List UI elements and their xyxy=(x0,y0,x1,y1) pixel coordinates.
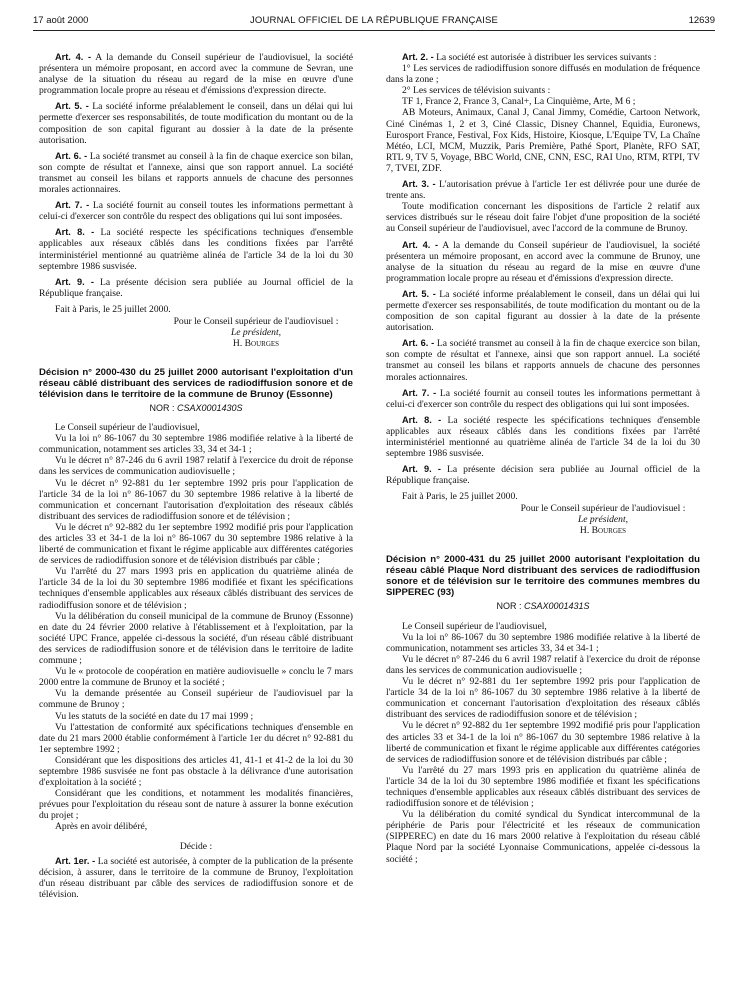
signature-block xyxy=(39,316,353,349)
right-column xyxy=(386,52,700,977)
decide-heading: Décide : xyxy=(179,840,213,852)
paragraph: Vu le décret n° 92-882 du 1er septembre 1992 modifié pris pour l'application des articles 33 et 34-1 de la loi n° 86-1067 du 30 septembre 1986 relative à la liberté de communication et fixant le régime applicable aux différentes catégories de services de radiodiffusion sonore et de télévision distribués par câble ; xyxy=(39,521,353,567)
paragraph: Vu les statuts de la société en date du 17 mai 1999 ; xyxy=(55,710,254,722)
article: Art. 9. - La présente décision sera publiée au Journal officiel de la République française. xyxy=(386,464,700,487)
paragraph: Vu la demande présentée au Conseil supérieur de l'audiovisuel par la commune de Brunoy ; xyxy=(39,688,353,711)
sign-role: Le président, xyxy=(577,514,629,526)
channel-list: TF 1, France 2, France 3, Canal+, La Cinquième, Arte, M 6 ; xyxy=(402,96,636,108)
paragraph: Toute modification concernant les dispositions de l'article 2 relatif aux services distribués sur le réseau doit faire l'objet d'une proposition de la société au Conseil supérieur de l'audiovisuel, avec l'accord de la commune de Brunoy. xyxy=(386,201,700,235)
article: Art. 6. - La société transmet au conseil à la fin de chaque exercice son bilan, son compte de résultat et l'annexe, ainsi que son rapport annuel. La société transmet au conseil les bilans et rapports annuels de chacune des personnes morales actionnaires. xyxy=(39,150,353,196)
left-column xyxy=(39,52,353,977)
page-header xyxy=(33,14,715,31)
channel-list: AB Moteurs, Animaux, Canal J, Canal Jimmy, Comédie, Cartoon Network, Ciné Cinémas 1, 2 et 3, Ciné Classic, Disney Channel, Equidia, Euronews, Eurosport France, Festival, Fox Kids, Histoire, Kiosque, L'Equipe TV, La Chaîne Météo, LCI, MCM, Muzzik, Paris Première, Pathé Sport, Planète, RFO SAT, RTL 9, TV 5, Voyage, BBC World, CNE, CNN, ESC, RAI Uno, RTM, RTPI, TV 7, TVEI, ZDF. xyxy=(386,107,700,174)
paragraph: Vu la délibération du comité syndical du Syndicat intercommunal de la périphérie de Paris pour l'électricité et les réseaux de communication (SIPPEREC) en date du 16 mars 2000 relative à l'exploitation du réseau câblé Plaque Nord par la société Lyonnaise Communications, appelée ci-dessous la société ; xyxy=(386,809,700,865)
article: Art. 5. - La société informe préalablement le conseil, dans un délai qui lui permette d'exercer ses responsabilités, de toute modification du montant ou de la composition de son capital figurant au dossier à la date de la présente autorisation. xyxy=(39,101,353,146)
article: Art. 9. - La présente décision sera publiée au Journal officiel de la République française. xyxy=(39,276,353,299)
paragraph: Vu la loi n° 86-1067 du 30 septembre 1986 modifiée relative à la liberté de communication, notamment ses articles 33, 34 et 34-1 ; xyxy=(39,433,353,456)
article: Art. 4. - A la demande du Conseil supérieur de l'audiovisuel, la société présentera un mémoire proposant, en accord avec la commune de Sevran, une analyse de la situation du réseau au regard de la mise en œuvre d'une programmation locale propre au réseau et d'émissions d'expression directe. xyxy=(39,52,353,97)
article: Art. 4. - A la demande du Conseil supérieur de l'audiovisuel, la société présentera un mémoire proposant, en accord avec la commune de Brunoy, une analyse de la situation du réseau au regard de la mise en œuvre d'une programmation locale propre au réseau et d'émissions d'expression directe. xyxy=(386,239,700,284)
done-at: Fait à Paris, le 25 juillet 2000. xyxy=(402,491,518,503)
paragraph: Vu la loi n° 86-1067 du 30 septembre 1986 modifiée relative à la liberté de communication, notamment ses articles 33, 34 et 34-1 ; xyxy=(386,631,700,654)
sign-role: Le président, xyxy=(230,326,282,338)
article: Art. 2. - La société est autorisée à distribuer les services suivants : xyxy=(402,52,657,63)
paragraph: Vu le « protocole de coopération en matière audiovisuelle » conclu le 7 mars 2000 entre la commune de Brunoy et la société ; xyxy=(39,666,353,689)
sign-for: Pour le Conseil supérieur de l'audiovisuel : xyxy=(520,503,686,515)
list-item: 2° Les services de télévision suivants : xyxy=(402,85,551,97)
header-date: 17 août 2000 xyxy=(33,15,89,26)
decision-title: Décision n° 2000-431 du 25 juillet 2000 autorisant l'exploitation du réseau câblé Plaque Nord distribuant des services de radiodiffusion sonore et de télévision sur le territoire des communes membres du SIPPEREC (93) xyxy=(386,554,700,599)
paragraph: Vu l'arrêté du 27 mars 1993 pris en application du quatrième alinéa de l'article 34 de la loi du 30 septembre 1986 modifiée et fixant les spécifications techniques d'ensemble applicables aux réseaux câblés distribuant des services de radiodiffusion sonore et de télévision ; xyxy=(386,764,700,810)
header-title: JOURNAL OFFICIEL DE LA RÉPUBLIQUE FRANÇAISE xyxy=(249,15,499,26)
paragraph: Le Conseil supérieur de l'audiovisuel, xyxy=(402,620,547,632)
paragraph: Vu le décret n° 92-882 du 1er septembre 1992 modifié pris pour l'application des articles 33 et 34-1 de la loi n° 86-1067 du 30 septembre 1986 relative à la liberté de communication et fixant le régime applicable aux différentes catégories de services de radiodiffusion sonore et de télévision distribués par câble ; xyxy=(386,720,700,765)
paragraph: Après en avoir délibéré, xyxy=(55,821,148,833)
article: Art. 6. - La société transmet au conseil à la fin de chaque exercice son bilan, son compte de résultat et l'annexe, ainsi que son rapport annuel. La société transmet au conseil les bilans et rapports annuels de chacune des personnes morales actionnaires. xyxy=(386,338,700,383)
signature-block xyxy=(386,503,700,536)
paragraph: Vu le décret n° 92-881 du 1er septembre 1992 pris pour l'application de l'article 34 de la loi n° 86-1067 du 30 septembre 1986 relative à la liberté de communication et concernant l'autorisation d'exploitation des réseaux câblés distribuant des services de radiodiffusion sonore et de télévision ; xyxy=(386,676,700,721)
sign-name: H. Bourges xyxy=(579,525,627,537)
article: Art. 3. - L'autorisation prévue à l'article 1er est délivrée pour une durée de trente ans. xyxy=(386,179,700,202)
article: Art. 8. - La société respecte les spécifications techniques d'ensemble applicables aux réseaux câblés dans les conditions fixées par l'arrêté interministériel mentionné au quatrième alinéa de l'article 34 de la loi du 30 septembre 1986 susvisée. xyxy=(386,414,700,460)
sign-for: Pour le Conseil supérieur de l'audiovisuel : xyxy=(173,315,339,327)
article: Art. 7. - La société fournit au conseil toutes les informations permettant à celui-ci d'exercer son contrôle du respect des obligations qui lui sont imposées. xyxy=(39,200,353,223)
list-item: 1° Les services de radiodiffusion sonore diffusés en modulation de fréquence dans la zone ; xyxy=(386,63,700,86)
nor-reference: NOR : CSAX0001430S xyxy=(149,402,243,413)
article: Art. 5. - La société informe préalablement le conseil, dans un délai qui lui permette d'exercer ses responsabilités, de toute modification du montant ou de la composition de son capital figurant au dossier à la date de la présente autorisation. xyxy=(386,288,700,334)
header-page-number: 12639 xyxy=(688,15,715,26)
paragraph: Considérant que les conditions, et notamment les modalités financières, prévues pour l'exploitation du réseau sont de nature à assurer la bonne exécution du projet ; xyxy=(39,788,353,822)
paragraph: Vu la délibération du conseil municipal de la commune de Brunoy (Essonne) en date du 24 février 2000 relative à l'établissement et à l'exploitation, par la société UPC France, appelée ci-dessous la société, d'un réseau câblé distribuant des services de radiodiffusion sonore et de télévision dans le territoire de ladite commune ; xyxy=(39,610,353,667)
article: Art. 7. - La société fournit au conseil toutes les informations permettant à celui-ci d'exercer son contrôle du respect des obligations qui lui sont imposées. xyxy=(386,387,700,410)
decision-title: Décision n° 2000-430 du 25 juillet 2000 autorisant l'exploitation d'un réseau câblé distribuant des services de radiodiffusion sonore et de télévision dans le territoire de la commune de Brunoy (Essonne) xyxy=(39,366,353,400)
article: Art. 8. - La société respecte les spécifications techniques d'ensemble applicables aux réseaux câblés dans les conditions fixées par l'arrêté interministériel mentionné au quatrième alinéa de l'article 34 de la loi du 30 septembre 1986 susvisée. xyxy=(39,227,353,272)
paragraph: Vu l'attestation de conformité aux spécifications techniques d'ensemble en date du 21 mars 2000 établie conformément à l'article 1er du décret n° 92-881 du 1er septembre 1992 ; xyxy=(39,721,353,755)
paragraph: Vu le décret n° 92-881 du 1er septembre 1992 pris pour l'application de l'article 34 de la loi n° 86-1067 du 30 septembre 1986 relative à la liberté de communication et concernant l'autorisation d'exploitation des réseaux câblés distribuant des services de radiodiffusion sonore et de télévision ; xyxy=(39,477,353,522)
paragraph: Vu le décret n° 87-246 du 6 avril 1987 relatif à l'exercice du droit de réponse dans les services de communication audiovisuelle ; xyxy=(386,653,700,676)
paragraph: Considérant que les dispositions des articles 41, 41-1 et 41-2 de la loi du 30 septembre 1986 susvisée ne font pas obstacle à la délivrance d'une autorisation d'exploitation à la société ; xyxy=(39,754,353,789)
article: Art. 1er. - La société est autorisée, à compter de la publication de la présente décision, à assurer, dans le territoire de la commune de Brunoy, l'exploitation d'un réseau distribuant par câble des services de radiodiffusion sonore et de télévision. xyxy=(39,855,353,900)
done-at: Fait à Paris, le 25 juillet 2000. xyxy=(55,303,171,315)
paragraph: Vu l'arrêté du 27 mars 1993 pris en application du quatrième alinéa de l'article 34 de la loi du 30 septembre 1986 modifiée et fixant les spécifications techniques d'ensemble applicables aux réseaux câblés distribuant des services de radiodiffusion sonore et de télévision ; xyxy=(39,566,353,611)
sign-name: H. Bourges xyxy=(232,337,280,349)
paragraph: Vu le décret n° 87-246 du 6 avril 1987 relatif à l'exercice du droit de réponse dans les services de communication audiovisuelle ; xyxy=(39,455,353,478)
nor-reference: NOR : CSAX0001431S xyxy=(496,601,590,612)
paragraph: Le Conseil supérieur de l'audiovisuel, xyxy=(55,422,200,434)
